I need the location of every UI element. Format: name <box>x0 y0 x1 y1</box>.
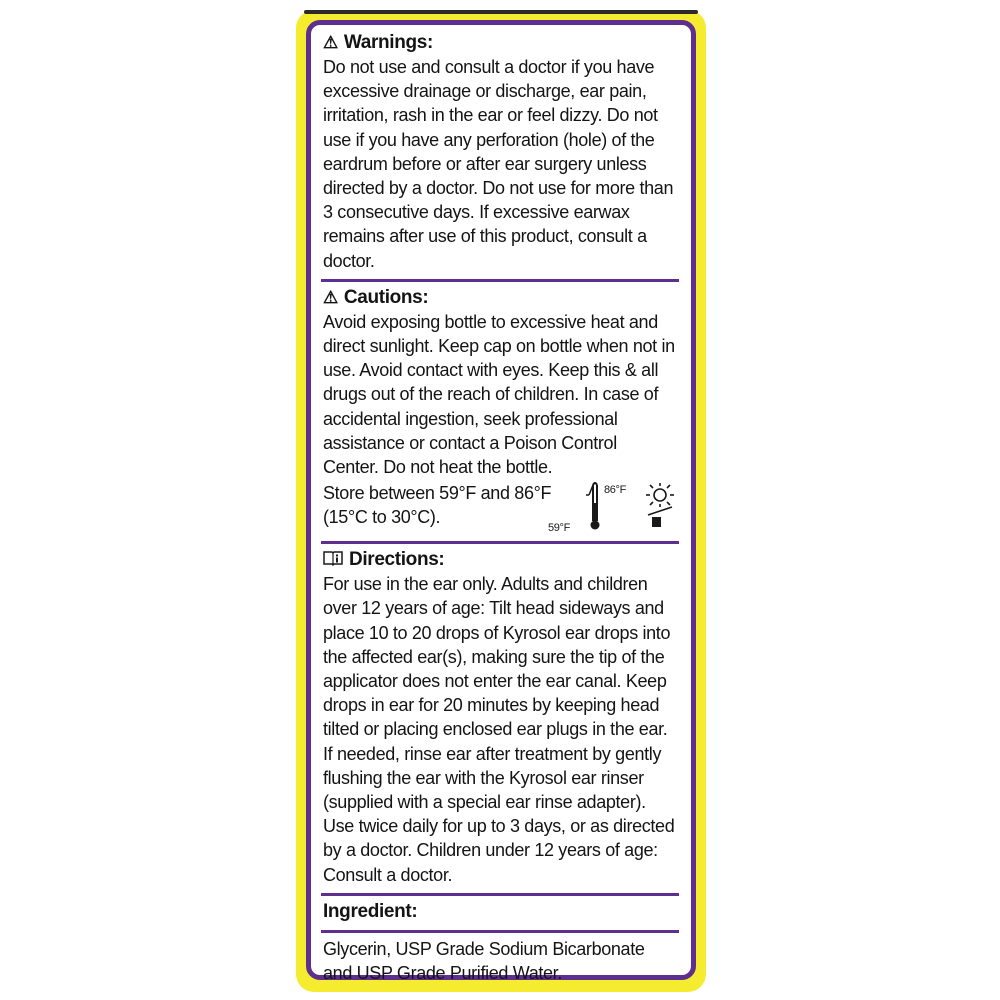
thermo-high-label: 86°F <box>604 484 626 497</box>
panel-content <box>323 31 677 985</box>
section-divider <box>321 279 679 282</box>
ingredient-text: Glycerin, USP Grade Sodium Bicarbonate and USP Grade Purified Water. <box>323 938 645 984</box>
directions-heading <box>323 548 677 572</box>
drug-facts-panel <box>306 20 696 984</box>
storage-row <box>323 479 677 535</box>
directions-text: For use in the ear only. Adults and children over 12 years of age: Tilt head sideways and place 10 to 20 drops of Kyrosol ear drops into the affected ear(s), making sure the tip of the applicator does not enter the ear canal. Keep drops in ear for 20 minutes by keeping head tilted or placing enclosed ear plugs in the ear. If needed, rinse ear after treatment by gently flushing the ear with the Kyrosol ear rinser (supplied with a special ear rinse adapter). Use twice daily for up to 3 days, or as directed by a doctor. Children under 12 years of age: Consult a doctor. <box>323 574 675 885</box>
storage-line-2: (15°C to 30°C). <box>323 507 441 528</box>
warnings-title: Warnings: <box>343 32 433 53</box>
book-info-icon <box>323 550 343 571</box>
sun-icon <box>638 481 682 533</box>
warning-triangle-icon: ⚠ <box>323 33 338 52</box>
directions-title: Directions: <box>349 549 445 571</box>
thermometer-icon <box>548 479 646 535</box>
ingredient-title: Ingredient: <box>323 900 418 922</box>
section-divider <box>321 541 679 544</box>
warning-triangle-icon: ⚠ <box>323 287 338 307</box>
thermo-low-label: 59°F <box>548 522 570 535</box>
warnings-text: Do not use and consult a doctor if you have excessive drainage or discharge, ear pain, irritation, rash in the ear or feel dizzy. Do not use if you have any perforation (hole) of the eardrum before or after ear surgery unless directed by a doctor. Do not use for more than 3 consecutive days. If excessive earwax remains after use of this product, consult a doctor. <box>323 57 674 271</box>
storage-text <box>323 481 563 529</box>
warnings-heading <box>323 31 677 55</box>
cautions-text: Avoid exposing bottle to excessive heat and direct sunlight. Keep cap on bottle when not in use. Avoid contact with eyes. Keep this & all drugs out of the reach of children. In case of accidental ingestion, seek professional assistance or contact a Poison Control Center. Do not heat the bottle. <box>323 311 675 478</box>
storage-line-1: Store between 59°F and 86°F <box>323 483 552 504</box>
ingredient-heading <box>323 900 677 924</box>
section-divider <box>321 930 679 933</box>
cautions-title: Cautions: <box>343 286 429 308</box>
section-divider <box>321 893 679 896</box>
cautions-heading <box>323 286 677 310</box>
